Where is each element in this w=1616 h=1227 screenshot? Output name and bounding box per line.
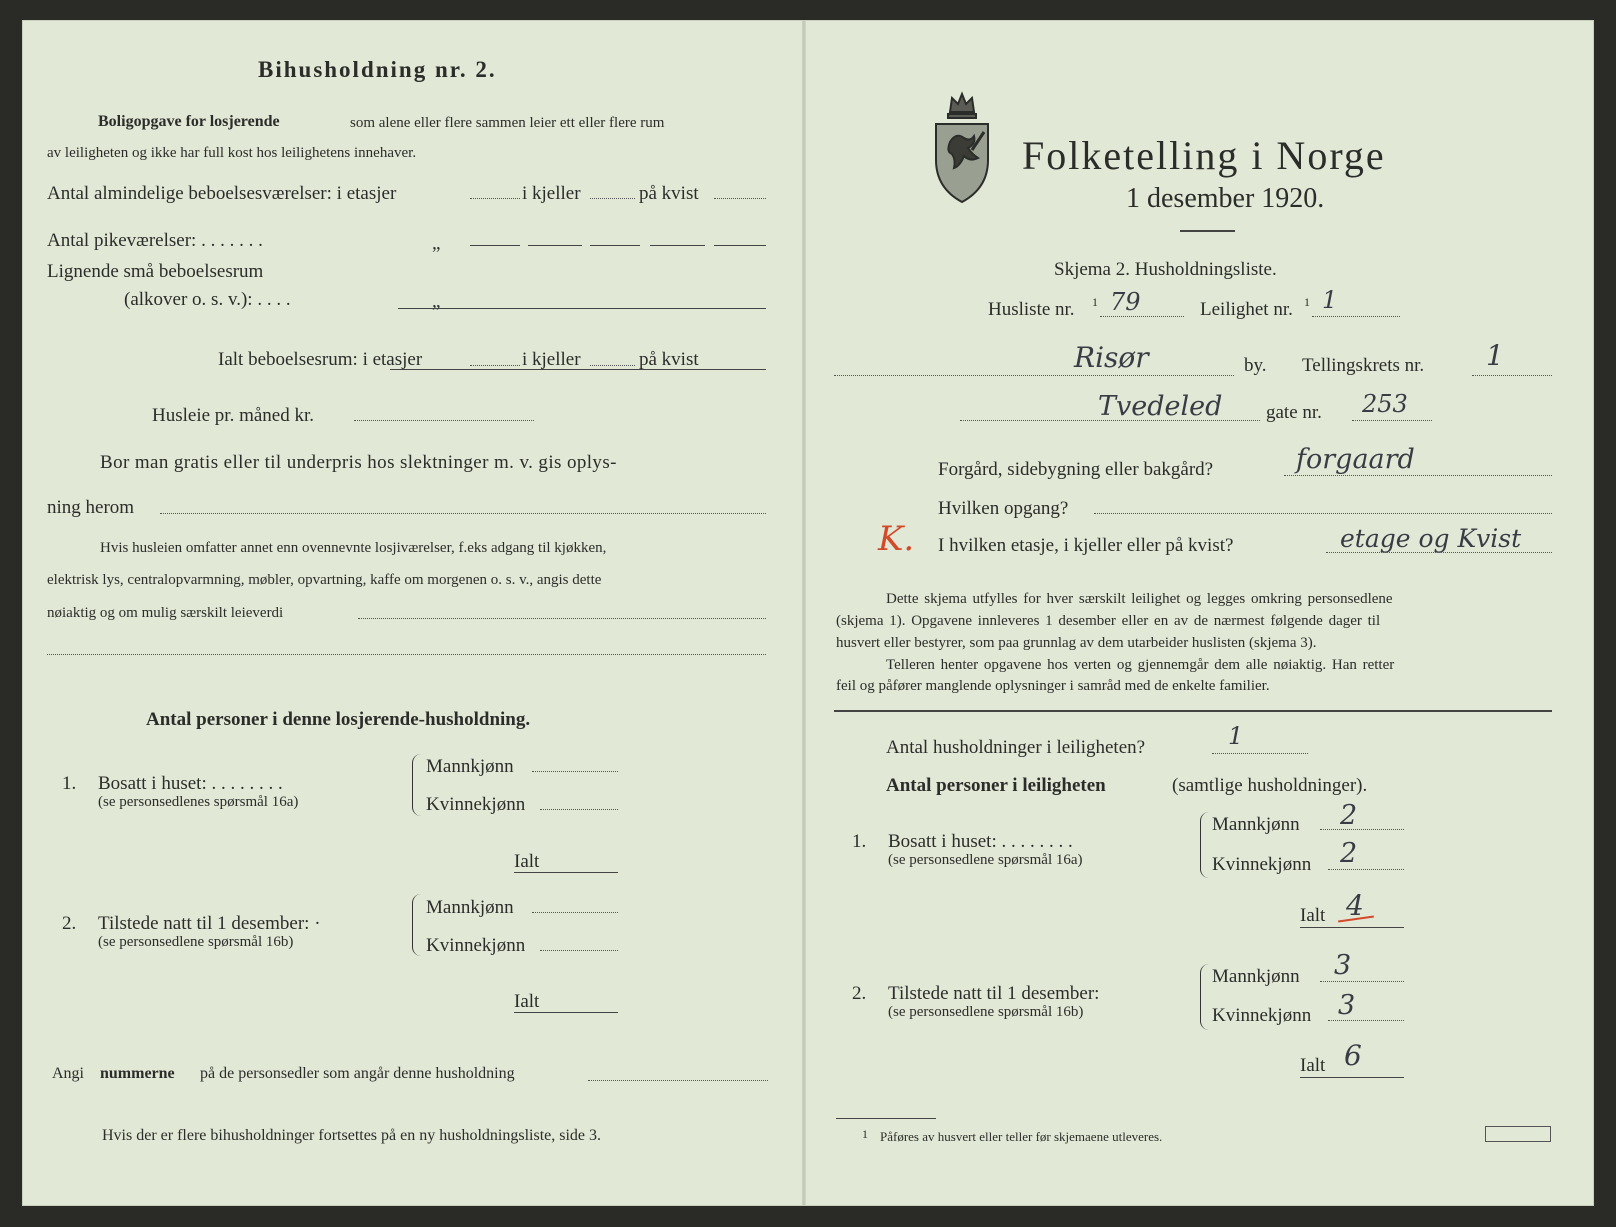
right-q1-brace [1200, 812, 1209, 878]
intro-bold: Boligopgave for losjerende [98, 113, 280, 130]
lignende-ditto: „ [432, 291, 441, 312]
ialt-label: Ialt beboelsesrum: i etasjer [218, 349, 423, 370]
section-rule [834, 710, 1552, 712]
left-q2-kvinne-label: Kvinnekjønn [426, 935, 526, 956]
right-q2-ialt-value[interactable]: 6 [1344, 1039, 1362, 1072]
left-q2-kvinne-field[interactable] [540, 950, 618, 951]
antal-personer-heading: Antal personer i denne losjerende-husholdning. [146, 709, 531, 730]
opgang-label: Hvilken opgang? [938, 498, 1069, 519]
ialt-etasjer-field[interactable] [470, 365, 520, 366]
husliste-label: Husliste nr. [988, 299, 1075, 320]
leilighet-value[interactable]: 1 [1322, 286, 1338, 314]
lignende-label-2: (alkover o. s. v.): . . . . [124, 289, 291, 310]
leilighet-sup: 1 [1304, 295, 1310, 309]
opgang-field[interactable] [1094, 513, 1552, 514]
bor-line-1: Bor man gratis eller til underpris hos slektninger m. v. gis oplys- [100, 452, 617, 473]
right-q2-mann-label: Mannkjønn [1212, 966, 1300, 987]
right-q2-label: Tilstede natt til 1 desember: [888, 983, 1100, 1004]
right-q1-kvinne-label: Kvinnekjønn [1212, 854, 1312, 875]
etasje-value[interactable]: etage og Kvist [1340, 524, 1522, 553]
lignende-field[interactable] [398, 308, 766, 309]
antal-hush-field [1212, 753, 1308, 754]
left-q2-label: Tilstede natt til 1 desember: · [98, 913, 321, 934]
left-q1-num: 1. [62, 773, 77, 794]
husliste-value[interactable]: 79 [1110, 288, 1141, 316]
ialt-kvist-label: på kvist [639, 349, 699, 370]
right-q1-label: Bosatt i huset: . . . . . . . . [888, 831, 1073, 852]
right-q2-kvinne-field [1328, 1020, 1404, 1021]
form-title: Folketelling i Norge [1022, 133, 1386, 178]
husliste-field [1100, 316, 1184, 317]
forgaard-field [1284, 475, 1552, 476]
telleren-line-2: feil og påfører manglende oplysninger i samråd med de enkelte familier. [836, 678, 1270, 694]
by-value[interactable]: Risør [1074, 341, 1149, 374]
right-q2-kvinne-value[interactable]: 3 [1338, 990, 1356, 1021]
left-footer: Hvis der er flere bihusholdninger fortsettes på en ny husholdningsliste, side 3. [102, 1127, 602, 1144]
telleren-line-1: Telleren henter opgavene hos verten og gjennemgår dem alle nøiaktig. Han retter [886, 657, 1395, 673]
antal-label: Antal almindelige beboelsesværelser: i etasjer [47, 183, 397, 204]
left-q1-ialt-field[interactable] [514, 872, 618, 873]
form-date: 1 desember 1920. [1126, 183, 1325, 214]
bor-line-2: ning herom [47, 497, 135, 518]
gate-label: gate nr. [1266, 402, 1322, 423]
left-q1-sub: (se personsedlenes spørsmål 16a) [98, 794, 299, 810]
right-q2-ialt-label: Ialt [1300, 1055, 1326, 1076]
gate-value[interactable]: Tvedeled [1098, 391, 1223, 422]
red-mark: K. [878, 519, 915, 559]
antal-kvist-label: på kvist [639, 183, 699, 204]
dette-line-2: (skjema 1). Opgavene innleveres 1 desember eller en av de nærmest følgende dager til [836, 613, 1381, 629]
left-q1-mann-field[interactable] [532, 771, 618, 772]
left-q1-ialt-label: Ialt [514, 851, 540, 872]
by-label: by. [1244, 355, 1267, 376]
pike-mid-field[interactable] [590, 245, 640, 246]
pike-ditto-1: „ [432, 233, 441, 254]
angi-post: på de personsedler som angår denne husholdning [200, 1065, 515, 1082]
footnote-rule [836, 1118, 936, 1119]
ialt-underline [390, 369, 766, 370]
hvis-line-2: elektrisk lys, centralopvarmning, møbler, opvartning, kaffe om morgenen o. s. v., angis dette [47, 572, 602, 588]
right-q1-kvinne-field [1328, 869, 1404, 870]
left-q1-label: Bosatt i huset: . . . . . . . . [98, 773, 283, 794]
right-q2-brace [1200, 964, 1209, 1030]
right-q2-ialt-field [1300, 1077, 1404, 1078]
right-q1-ialt-label: Ialt [1300, 905, 1326, 926]
title-rule [1180, 230, 1235, 232]
right-q1-num: 1. [852, 831, 867, 852]
tellingskrets-value[interactable]: 1 [1486, 339, 1504, 372]
page-fold [802, 20, 806, 1206]
leilighet-field [1312, 316, 1400, 317]
left-q2-sub: (se personsedlene spørsmål 16b) [98, 934, 294, 950]
right-q1-ialt-field [1300, 927, 1404, 928]
intro-rest-2: av leiligheten og ikke har full kost hos leilighetens innehaver. [47, 145, 417, 161]
right-q1-mann-label: Mannkjønn [1212, 814, 1300, 835]
antal-hush-value[interactable]: 1 [1228, 722, 1244, 750]
lignende-label-1: Lignende små beboelsesrum [47, 261, 264, 282]
forgaard-value[interactable]: forgaard [1296, 444, 1415, 475]
antal-kjeller-field[interactable] [590, 198, 635, 199]
left-q2-ialt-label: Ialt [514, 991, 540, 1012]
leilighet-label: Leilighet nr. [1200, 299, 1293, 320]
bor-field[interactable] [160, 513, 766, 514]
pike-etasjer-field[interactable] [470, 245, 520, 246]
antal-etasjer-field[interactable] [470, 198, 520, 199]
skjema-label: Skjema 2. Husholdningsliste. [1054, 259, 1277, 280]
leieverdi-field[interactable] [358, 618, 766, 619]
right-q2-mann-field [1320, 981, 1404, 982]
gate-nr-field [1352, 420, 1432, 421]
dette-line-3: husvert eller bestyrer, som paa grunnlag av dem utarbeider huslisten (skjema 3). [836, 635, 1317, 651]
right-q1-kvinne-value[interactable]: 2 [1340, 838, 1358, 869]
pike-label: Antal pikeværelser: . . . . . . . [47, 230, 263, 251]
right-q1-mann-field [1320, 829, 1404, 830]
pike-extra-field[interactable] [714, 245, 766, 246]
left-q1-kvinne-label: Kvinnekjønn [426, 794, 526, 815]
husliste-sup: 1 [1092, 295, 1098, 309]
footnote-text: Påføres av husvert eller teller før skjemaene utleveres. [880, 1129, 1163, 1144]
dette-line-1: Dette skjema utfylles for hver særskilt leilighet og legges omkring personsedlene [886, 591, 1393, 607]
left-q1-mann-label: Mannkjønn [426, 756, 514, 777]
ialt-kjeller-label: i kjeller [522, 349, 581, 370]
left-q2-mann-label: Mannkjønn [426, 897, 514, 918]
right-q2-kvinne-label: Kvinnekjønn [1212, 1005, 1312, 1026]
norwegian-lion-crest-icon [928, 88, 996, 213]
intro-rest-1: som alene eller flere sammen leier ett eller flere rum [350, 115, 665, 131]
etasje-field [1326, 552, 1552, 553]
tellingskrets-label: Tellingskrets nr. [1302, 355, 1425, 376]
hvis-line-3: nøiaktig og om mulig særskilt leieverdi [47, 605, 284, 621]
antal-kjeller-label: i kjeller [522, 183, 581, 204]
right-q1-mann-value[interactable]: 2 [1340, 800, 1358, 831]
antal-kvist-field[interactable] [714, 198, 766, 199]
tellingskrets-field [1472, 375, 1552, 376]
pike-kvist-field[interactable] [650, 245, 705, 246]
forgaard-label: Forgård, sidebygning eller bakgård? [938, 459, 1214, 480]
antal-pers-rest: (samtlige husholdninger). [1172, 775, 1368, 796]
angi-field[interactable] [588, 1080, 768, 1081]
pike-kjeller-field[interactable] [528, 245, 582, 246]
by-field [834, 375, 1234, 376]
ialt-kjeller-field[interactable] [590, 365, 635, 366]
right-q2-sub: (se personsedlene spørsmål 16b) [888, 1004, 1084, 1020]
right-q1-sub: (se personsedlene spørsmål 16a) [888, 852, 1083, 868]
gate-nr-value[interactable]: 253 [1362, 390, 1408, 418]
husleie-label: Husleie pr. måned kr. [152, 405, 314, 426]
right-q2-num: 2. [852, 983, 867, 1004]
footnote-num: 1 [862, 1127, 868, 1141]
left-q1-kvinne-field[interactable] [540, 809, 618, 810]
angi-pre: Angi [52, 1065, 84, 1082]
right-q2-mann-value[interactable]: 3 [1334, 950, 1352, 981]
gate-field [960, 420, 1260, 421]
antal-pers-bold: Antal personer i leiligheten [886, 775, 1106, 796]
left-q2-num: 2. [62, 913, 77, 934]
etasje-label: I hvilken etasje, i kjeller eller på kvist? [938, 535, 1234, 556]
antal-hush-label: Antal husholdninger i leiligheten? [886, 737, 1146, 758]
left-heading: Bihusholdning nr. 2. [258, 57, 497, 82]
angi-bold: nummerne [100, 1065, 175, 1082]
left-q2-ialt-field[interactable] [514, 1012, 618, 1013]
left-q1-brace [412, 754, 421, 816]
right-q1-ialt-value[interactable]: 4 [1346, 889, 1364, 922]
leieverdi-field-2[interactable] [47, 654, 766, 655]
left-q2-brace [412, 894, 421, 956]
left-q2-mann-field[interactable] [532, 912, 618, 913]
printer-stamp [1485, 1126, 1551, 1142]
husleie-field[interactable] [354, 420, 534, 421]
hvis-line-1: Hvis husleien omfatter annet enn ovennevnte losjiværelser, f.eks adgang til kjøkken, [100, 540, 607, 556]
